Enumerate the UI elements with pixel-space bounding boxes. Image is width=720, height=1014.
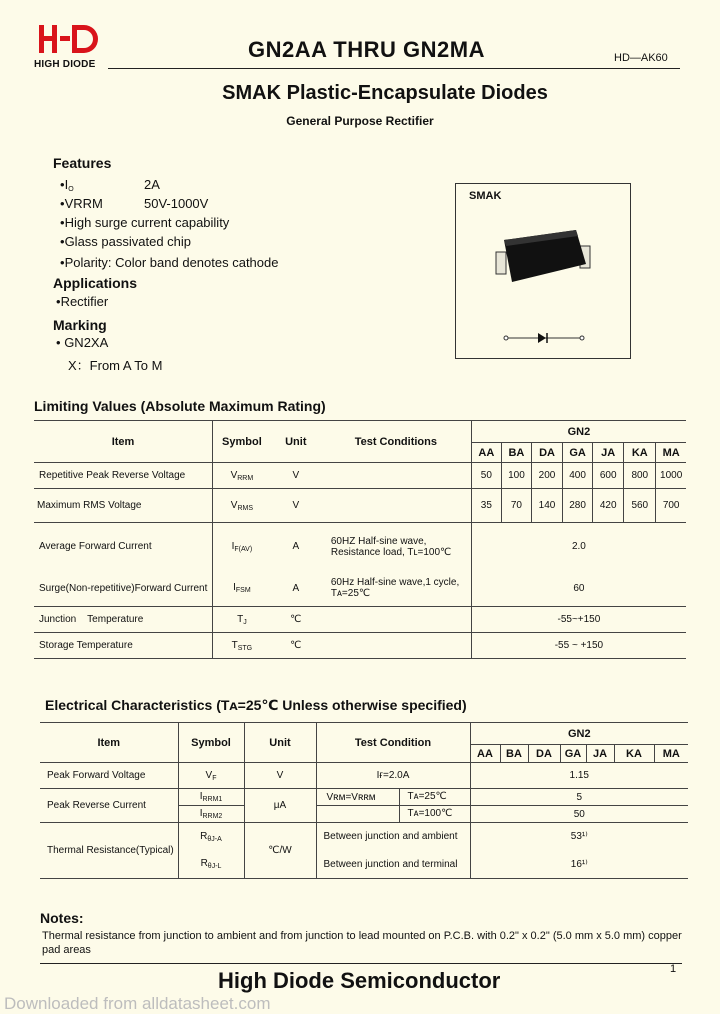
row-symbol: $T_{STG}$ [213,633,271,659]
table-row [34,463,686,489]
col-header-conditions: Test Condition [316,723,470,763]
application-item: •Rectifier [56,294,109,309]
col-header-symbol: Symbol [178,723,244,763]
variant-header: KA [614,745,654,763]
row-condition [321,607,471,633]
bullet-icon: • [60,215,65,230]
row-value: 280 [563,489,593,523]
row-value: 16¹⁾ [470,851,688,879]
io-subscript: O [68,186,74,193]
marking-note: X：From A To M [68,358,163,373]
col-header-symbol: Symbol [213,421,271,463]
page-subtitle: General Purpose Rectifier [286,114,434,128]
variant-header: DA [531,443,562,463]
row-value: 1.15 [470,763,688,789]
page-title: SMAK Plastic-Encapsulate Diodes [222,82,548,104]
row-symbol: $I_{RRM1}$ [178,789,244,806]
row-item: Maximum RMS Voltage [34,489,213,523]
table-row [34,571,686,607]
row-value: 35 [471,489,501,523]
notes-heading: Notes: [40,910,84,926]
row-symbol: $R_{\theta J-L}$ [178,851,244,879]
row-item: Average Forward Current [39,541,152,553]
header-rule [108,68,680,69]
row-value: 1000 [656,463,686,489]
row-value: 800 [624,463,656,489]
row-value: 2.0 [471,523,686,571]
variant-header: BA [500,745,528,763]
variant-header: MA [654,745,688,763]
row-item: Repetitive Peak Reverse Voltage [34,463,213,489]
feature-vrrm-value: 50V-1000V [144,196,209,211]
row-item: Junction Temperature [34,607,213,633]
row-symbol: $I_{F(AV)}$ [213,523,271,571]
applications-heading: Applications [53,275,138,291]
table-row [34,633,686,659]
row-condition: 60HZ Half-sine wave, Resistance load, Tʟ=100℃ [330,535,452,558]
row-value: 400 [563,463,593,489]
logo-text: HIGH DIODE [34,59,96,70]
temperature-condition: Tᴀ=100℃ [399,806,453,822]
bullet-icon: • [60,234,65,249]
diode-symbol-icon [502,332,586,344]
row-value: -55~+150 [471,607,686,633]
limiting-values-title: Limiting Values (Absolute Maximum Rating) [34,398,326,414]
bullet-icon: • [60,177,65,192]
feature-item: •Polarity: Color band denotes cathode [60,255,279,270]
row-unit: A [271,571,321,607]
variant-header: GA [563,443,593,463]
smak-package-icon [486,224,601,296]
table-row [40,763,688,789]
row-symbol: $T_J$ [213,607,271,633]
row-value: -55 ~ +150 [471,633,686,659]
row-condition [316,789,470,806]
row-item: Thermal Resistance(Typical) [40,823,178,879]
reverse-voltage-condition: Vʀᴍ=Vʀʀᴍ [326,791,376,803]
row-condition: Iғ=2.0A [316,763,470,789]
col-header-unit: Unit [271,421,321,463]
col-header-group: GN2 [471,421,686,443]
variant-header: AA [470,745,500,763]
feature-io-value: 2A [144,177,160,192]
row-value: 100 [501,463,531,489]
row-condition [316,806,470,823]
col-header-group: GN2 [470,723,688,745]
watermark: Downloaded from alldatasheet.com [4,994,271,1013]
row-value: 420 [593,489,624,523]
row-condition [321,489,471,523]
table-row [40,823,688,851]
marking-code: • GN2XA [56,335,109,350]
variant-header: JA [593,443,624,463]
page-number: 1 [670,963,677,975]
row-condition: 60Hz Half-sine wave,1 cycle, Tᴀ=25℃ [321,571,471,607]
row-condition [321,633,471,659]
row-unit: μA [244,789,316,823]
notes-text: Thermal resistance from junction to ambient and from junction to lead mounted on P.C.B. with 0.2" x 0.2" (5.0 mm x 5.0 mm) copper pad areas [42,930,682,956]
logo [38,23,100,60]
package-box [455,183,631,359]
col-header-item: Item [40,723,178,763]
row-value: 70 [501,489,531,523]
table-row [34,523,686,571]
row-unit: V [271,463,321,489]
row-value: 200 [531,463,562,489]
footer-company: High Diode Semiconductor [218,968,501,993]
electrical-table [40,722,688,879]
bullet-icon: • [60,255,65,270]
features-heading: Features [53,155,112,171]
limiting-values-table [34,420,686,659]
header-row [34,421,686,443]
table-row [40,789,688,806]
table-row [34,489,686,523]
row-symbol: $I_{RRM2}$ [178,806,244,823]
row-unit: ℃ [271,607,321,633]
row-value: 600 [593,463,624,489]
row-item: Peak Reverse Current [40,789,178,823]
row-value: 53¹⁾ [470,823,688,851]
row-condition: Between junction and ambient [316,823,470,851]
row-symbol: $V_F$ [178,763,244,789]
col-header-item: Item [34,421,213,463]
feature-item: •Glass passivated chip [60,234,192,249]
row-value: 60 [471,571,686,607]
row-condition [321,463,471,489]
variant-header: BA [501,443,531,463]
header-title: GN2AA THRU GN2MA [248,37,485,62]
variant-header: AA [471,443,501,463]
row-item: Surge(Non-repetitive)Forward Current [34,571,213,607]
feature-vrrm [60,196,103,211]
table-row [34,607,686,633]
document-code: HD—AK60 [614,52,668,64]
row-item: Peak Forward Voltage [40,763,178,789]
row-value: 140 [531,489,562,523]
variant-header: KA [624,443,656,463]
row-value: 560 [624,489,656,523]
col-header-conditions: Test Conditions [321,421,471,463]
row-symbol: $V_{RRM}$ [213,463,271,489]
row-value: 50 [471,463,501,489]
bullet-icon: • [56,335,61,350]
row-item: Storage Temperature [34,633,213,659]
row-condition: Between junction and terminal [316,851,470,879]
high-diode-logo-icon [38,23,100,55]
electrical-title: Electrical Characteristics (Tᴀ=25℃ Unless otherwise specified) [45,697,467,713]
marking-heading: Marking [53,317,107,333]
bullet-icon: • [56,294,61,309]
feature-item: •High surge current capability [60,215,230,230]
variant-header: GA [560,745,586,763]
row-unit: V [271,489,321,523]
header-row [40,723,688,745]
io-symbol: I [64,177,69,192]
variant-header: DA [528,745,560,763]
row-symbol: $I_{FSM}$ [213,571,271,607]
package-label: SMAK [469,190,502,202]
row-symbol: $V_{RMS}$ [213,489,271,523]
row-symbol: $R_{\theta J-A}$ [178,823,244,851]
row-unit: ℃ [271,633,321,659]
bullet-icon: • [60,196,65,211]
row-value: 700 [656,489,686,523]
variant-header: MA [656,443,686,463]
temperature-condition: Tᴀ=25℃ [399,789,447,805]
variant-header: JA [586,745,614,763]
footer-rule [40,963,682,964]
row-value: 50 [470,806,688,823]
row-unit: ℃/W [244,823,316,879]
col-header-unit: Unit [244,723,316,763]
feature-io [60,177,74,193]
vrrm-label: VRRM [64,196,103,211]
row-unit: V [244,763,316,789]
row-unit: A [292,541,300,553]
row-value: 5 [470,789,688,806]
